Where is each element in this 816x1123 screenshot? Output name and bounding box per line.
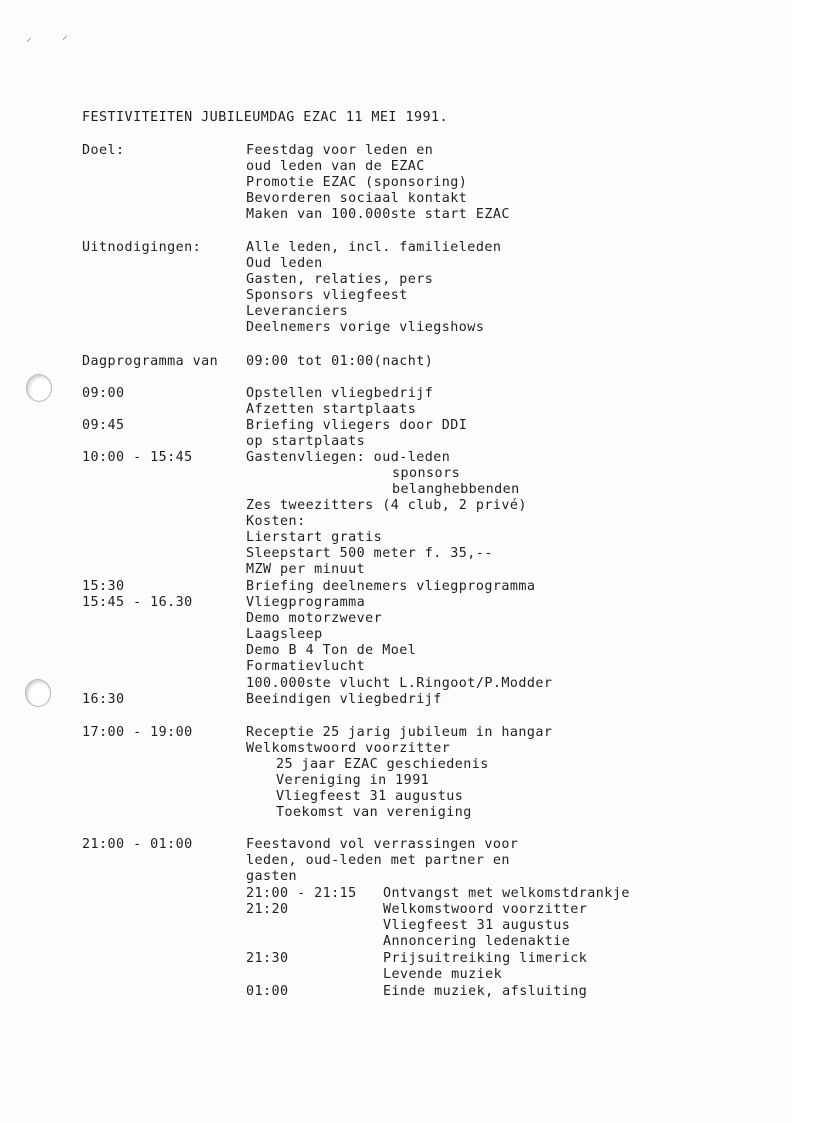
schedule-time: 16:30: [82, 692, 125, 707]
feestavond-entry: Einde muziek, afsluiting: [383, 984, 588, 999]
doel-item: oud leden van de EZAC: [246, 159, 425, 174]
feestavond-entry: Levende muziek: [383, 967, 503, 982]
receptie-entry: Welkomstwoord voorzitter: [246, 741, 451, 756]
uitnodigingen-item: Gasten, relaties, pers: [246, 272, 434, 287]
punch-hole: [25, 679, 51, 707]
schedule-time: 15:45 - 16.30: [82, 595, 193, 610]
schedule-entry: Formatievlucht: [246, 659, 366, 674]
feestavond-time: 21:00 - 01:00: [82, 837, 193, 852]
uitnodigingen-item: Oud leden: [246, 256, 323, 271]
schedule-entry: Laagsleep: [246, 627, 323, 642]
receptie-subitem: Toekomst van vereniging: [276, 805, 472, 820]
feestavond-time: 01:00: [246, 984, 289, 999]
schedule-entry: Demo motorzwever: [246, 611, 383, 626]
uitnodigingen-item: Leveranciers: [246, 304, 349, 319]
schedule-entry: Afzetten startplaats: [246, 402, 417, 417]
schedule-entry: Briefing vliegers door DDI: [246, 418, 468, 433]
doel-item: Maken van 100.000ste start EZAC: [246, 207, 510, 222]
schedule-entry: Demo B 4 Ton de Moel: [246, 643, 417, 658]
feestavond-time: 21:20: [246, 902, 289, 917]
uitnodigingen-item: Alle leden, incl. familieleden: [246, 240, 502, 255]
schedule-entry: MZW per minuut: [246, 562, 366, 577]
schedule-entry: Kosten:: [246, 514, 306, 529]
feestavond-entry: leden, oud-leden met partner en: [246, 853, 510, 868]
receptie-entry: Receptie 25 jarig jubileum in hangar: [246, 725, 553, 740]
feestavond-entry: Ontvangst met welkomstdrankje: [383, 886, 630, 901]
doel-item: Promotie EZAC (sponsoring): [246, 175, 468, 190]
schedule-entry: Vliegprogramma: [246, 595, 366, 610]
receptie-time: 17:00 - 19:00: [82, 725, 193, 740]
feestavond-entry: gasten: [246, 869, 298, 884]
schedule-time: 10:00 - 15:45: [82, 450, 193, 465]
schedule-time: 09:00: [82, 386, 125, 401]
feestavond-entry: Prijsuitreiking limerick: [383, 951, 588, 966]
receptie-subitem: 25 jaar EZAC geschiedenis: [276, 757, 489, 772]
schedule-entry: Gastenvliegen: oud-leden: [246, 450, 451, 465]
doel-item: Feestdag voor leden en: [246, 143, 434, 158]
doel-label: Doel:: [82, 143, 125, 158]
uitnodigingen-item: Deelnemers vorige vliegshows: [246, 320, 485, 335]
paper-mark: ⸝: [26, 30, 33, 44]
schedule-time: 09:45: [82, 418, 125, 433]
receptie-subitem: Vliegfeest 31 augustus: [276, 789, 464, 804]
feestavond-time: 21:30: [246, 951, 289, 966]
receptie-subitem: Vereniging in 1991: [276, 773, 430, 788]
schedule-entry: Sleepstart 500 meter f. 35,--: [246, 546, 493, 561]
schedule-entry: sponsors: [392, 466, 461, 481]
punch-hole: [26, 374, 52, 402]
feestavond-time: 21:00 - 21:15: [246, 886, 357, 901]
schedule-time: 15:30: [82, 579, 125, 594]
schedule-entry: Zes tweezitters (4 club, 2 privé): [246, 498, 527, 513]
dagprogramma-label: Dagprogramma van: [82, 354, 219, 369]
schedule-entry: op startplaats: [246, 434, 366, 449]
document-title: FESTIVITEITEN JUBILEUMDAG EZAC 11 MEI 1991.: [82, 110, 449, 125]
paper-mark: ⸝: [62, 28, 69, 42]
schedule-entry: Lierstart gratis: [246, 530, 383, 545]
doel-item: Bevorderen sociaal kontakt: [246, 191, 468, 206]
feestavond-entry: Vliegfeest 31 augustus: [383, 918, 571, 933]
dagprogramma-range: 09:00 tot 01:00(nacht): [246, 354, 434, 369]
feestavond-entry: Feestavond vol verrassingen voor: [246, 837, 519, 852]
scan-background: [794, 0, 816, 1123]
schedule-entry: 100.000ste vlucht L.Ringoot/P.Modder: [246, 676, 553, 691]
feestavond-entry: Annoncering ledenaktie: [383, 934, 571, 949]
schedule-entry: Briefing deelnemers vliegprogramma: [246, 579, 536, 594]
uitnodigingen-label: Uitnodigingen:: [82, 240, 202, 255]
schedule-entry: belanghebbenden: [392, 482, 520, 497]
schedule-entry: Beeindigen vliegbedrijf: [246, 692, 442, 707]
schedule-entry: Opstellen vliegbedrijf: [246, 386, 434, 401]
uitnodigingen-item: Sponsors vliegfeest: [246, 288, 408, 303]
feestavond-entry: Welkomstwoord voorzitter: [383, 902, 588, 917]
